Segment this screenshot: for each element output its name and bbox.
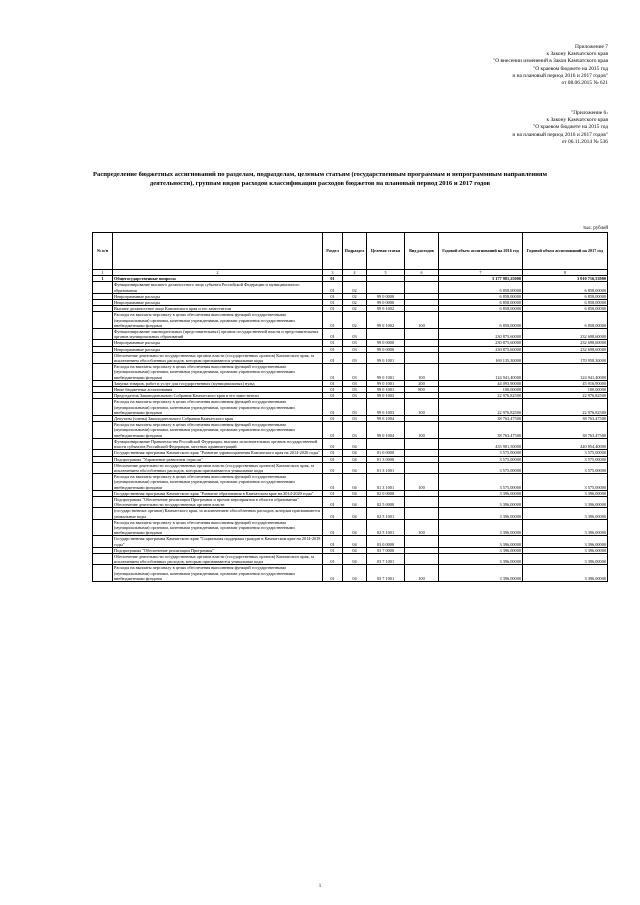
row-amount-2016: 435 981,50000 — [439, 438, 523, 449]
row-expense-type — [405, 462, 439, 473]
appendix-line: Приложение 7 — [575, 44, 608, 50]
row-section: 01 — [323, 340, 343, 346]
row-section: 01 — [323, 496, 343, 507]
row-subsection: 03 — [343, 364, 367, 381]
row-expense-type — [405, 282, 439, 293]
row-expense-type: 100 — [405, 312, 439, 329]
row-subsection: 03 — [343, 340, 367, 346]
row-number — [93, 438, 113, 449]
row-target-article: 99 0 0000 — [367, 300, 405, 306]
row-amount-2017: 6 858,00000 — [523, 282, 608, 293]
row-number — [93, 474, 113, 491]
row-section: 01 — [323, 393, 343, 399]
row-number — [93, 496, 113, 507]
row-target-article: 03 7 0000 — [367, 547, 405, 553]
row-subsection: 04 — [343, 450, 367, 456]
row-number — [93, 508, 113, 519]
table-row — [93, 536, 608, 547]
row-subsection: 03 — [343, 416, 367, 422]
row-expense-type — [405, 329, 439, 340]
row-section: 01 — [323, 399, 343, 416]
row-section: 01 — [323, 312, 343, 329]
row-amount-2016: 6 858,00000 — [439, 300, 523, 306]
table-row — [93, 422, 608, 439]
row-amount-2016: 38 763,47500 — [439, 416, 523, 422]
table-row — [93, 364, 608, 381]
row-name: Расходы на выплаты персоналу в целях обеспечения выполнения функций государственными (муниципальными) органами, казенными учреждениями, органами управления государственными внебюджетными фондами — [113, 474, 323, 491]
row-amount-2017: 3 396,00000 — [523, 536, 608, 547]
row-amount-2017: 3 396,00000 — [523, 508, 608, 519]
row-amount-2017: 124 941,40000 — [523, 364, 608, 381]
row-section: 01 — [323, 456, 343, 462]
row-target-article: 02 5 0000 — [367, 496, 405, 507]
column-header: Подраздел — [343, 233, 367, 270]
row-amount-2017: 440 854,40000 — [523, 438, 608, 449]
row-subsection: 03 — [343, 352, 367, 363]
row-subsection: 02 — [343, 300, 367, 306]
row-subsection: 02 — [343, 306, 367, 312]
row-subsection: 04 — [343, 565, 367, 582]
column-header: Вид расходов — [405, 233, 439, 270]
row-subsection: 04 — [343, 536, 367, 547]
row-amount-2016: 3 396,00000 — [439, 519, 523, 536]
row-amount-2017: 232 698,60000 — [523, 340, 608, 346]
row-amount-2017: 3 575,00000 — [523, 474, 608, 491]
row-amount-2016: 3 396,00000 — [439, 496, 523, 507]
column-header: Раздел — [323, 233, 343, 270]
row-amount-2016: 6 858,00000 — [439, 293, 523, 299]
row-amount-2017: 3 575,00000 — [523, 450, 608, 456]
row-expense-type — [405, 508, 439, 519]
appendix-superscript: 1 — [606, 111, 608, 115]
row-number — [93, 282, 113, 293]
row-amount-2017: 3 010 716,53900 — [523, 276, 608, 282]
row-number — [93, 553, 113, 564]
row-number — [93, 399, 113, 416]
row-subsection: 04 — [343, 474, 367, 491]
row-name: Общегосударственные вопросы — [113, 276, 323, 282]
row-section: 01 — [323, 293, 343, 299]
row-amount-2016: 3 396,00000 — [439, 536, 523, 547]
row-section: 01 — [323, 553, 343, 564]
row-expense-type — [405, 352, 439, 363]
row-expense-type: 200 — [405, 380, 439, 386]
row-section: 01 — [323, 352, 343, 363]
appendix-line: к Закону Камчатского края — [546, 51, 608, 58]
table-row — [93, 282, 608, 293]
row-expense-type — [405, 553, 439, 564]
column-header: Годовой объем ассигнований на 2016 год — [439, 233, 523, 270]
row-expense-type: 100 — [405, 364, 439, 381]
row-amount-2016: 6 858,00000 — [439, 282, 523, 293]
row-amount-2016: 22 976,82500 — [439, 393, 523, 399]
row-name: Функционирование законодательных (представительных) органов государственной власти и представительных органов муниципальных образований — [113, 329, 323, 340]
row-target-article: 01 3 1001 — [367, 462, 405, 473]
row-number — [93, 352, 113, 363]
row-amount-2017: 100,00000 — [523, 387, 608, 393]
row-target-article: 99 0 1004 — [367, 422, 405, 439]
appendix-line: к Закону Камчатского края — [546, 117, 608, 124]
row-amount-2016: 124 941,40000 — [439, 364, 523, 381]
row-amount-2016: 3 575,00000 — [439, 456, 523, 462]
row-target-article: 99 0 1003 — [367, 399, 405, 416]
row-number — [93, 536, 113, 547]
row-target-article: 02 5 1001 — [367, 508, 405, 519]
row-number — [93, 519, 113, 536]
appendix-header-original — [512, 110, 608, 146]
row-target-article: 99 0 1001 — [367, 387, 405, 393]
row-target-article — [367, 329, 405, 340]
row-amount-2016: 230 875,60000 — [439, 346, 523, 352]
row-target-article: 03 7 1001 — [367, 565, 405, 582]
table-row — [93, 519, 608, 536]
row-name: Закупка товаров, работ и услуг для государственных (муниципальных) нужд — [113, 380, 323, 386]
column-header: Годовой объем ассигнований на 2017 год — [523, 233, 608, 270]
row-amount-2017: 38 763,47500 — [523, 422, 608, 439]
row-amount-2017: 3 396,00000 — [523, 565, 608, 582]
row-target-article: 99 0 1001 — [367, 352, 405, 363]
row-amount-2017: 22 976,82500 — [523, 399, 608, 416]
row-name: Расходы на выплаты персоналу в целях обеспечения выполнения функций государственными (муниципальными) органами, казенными учреждениями, органами управления государственными внебюджетными фондами — [113, 364, 323, 381]
row-name: Государственная программа Камчатского края "Развитие образования в Камчатском крае на 2014-2020 годы" — [113, 490, 323, 496]
row-subsection: 04 — [343, 490, 367, 496]
row-expense-type — [405, 536, 439, 547]
appendix-line: "О краевом бюджете на 2015 год — [533, 65, 608, 72]
row-section: 01 — [323, 490, 343, 496]
row-target-article: 02 0 0000 — [367, 490, 405, 496]
column-index: 7 — [439, 270, 523, 276]
row-expense-type: 100 — [405, 519, 439, 536]
row-target-article: 03 0 0000 — [367, 536, 405, 547]
table-row — [93, 508, 608, 519]
row-target-article: 02 5 1001 — [367, 519, 405, 536]
table-row — [93, 399, 608, 416]
table-body — [93, 276, 608, 582]
appendix-line: от 08.06.2015 № 621 — [561, 80, 608, 87]
column-index: 4 — [343, 270, 367, 276]
row-target-article: 01 0 0000 — [367, 450, 405, 456]
row-subsection: 02 — [343, 282, 367, 293]
row-expense-type — [405, 496, 439, 507]
row-amount-2017: 22 976,82500 — [523, 393, 608, 399]
appendix-line: "О краевом бюджете на 2015 год — [533, 124, 608, 131]
document-title: Распределение бюджетных ассигнований по разделам, подразделам, целевым статьям (государственным программам и непрограммным направлениям деятельности), группам видов расходов классификации расходов бюджетов на плановый период 2016 и 2017 годов — [93, 171, 547, 187]
row-expense-type — [405, 438, 439, 449]
table-row — [93, 474, 608, 491]
row-subsection: 02 — [343, 293, 367, 299]
row-name: Обеспечение деятельности государственных органов власти (государственных органов) Камчатского края, за исключением обособленных расходов, которым присваиваются уникальные коды — [113, 462, 323, 473]
row-target-article — [367, 438, 405, 449]
row-subsection: 03 — [343, 380, 367, 386]
table-row — [93, 462, 608, 473]
row-amount-2017: 170 958,30000 — [523, 352, 608, 363]
row-subsection: 04 — [343, 519, 367, 536]
row-subsection: 04 — [343, 462, 367, 473]
row-section: 01 — [323, 346, 343, 352]
page-number: 1 — [318, 884, 322, 889]
appendix-line: "Приложение $6^1$ — [571, 110, 608, 116]
row-name: Непрограммные расходы — [113, 346, 323, 352]
row-number — [93, 329, 113, 340]
row-section: 01 — [323, 474, 343, 491]
row-subsection: 04 — [343, 508, 367, 519]
row-name: Функционирование высшего должностного лица субъекта Российской Федерации и муниципального образования — [113, 282, 323, 293]
table-row — [93, 496, 608, 507]
row-subsection: 02 — [343, 312, 367, 329]
row-amount-2016: 3 575,00000 — [439, 474, 523, 491]
row-amount-2016: 6 858,00000 — [439, 306, 523, 312]
table-header-row — [93, 233, 608, 270]
row-amount-2017: 232 698,60000 — [523, 346, 608, 352]
budget-table — [92, 232, 608, 582]
row-name: Расходы на выплаты персоналу в целях обеспечения выполнения функций государственными (муниципальными) органами, казенными учреждениями, органами управления государственными внебюджетными фондами — [113, 399, 323, 416]
row-subsection: 03 — [343, 393, 367, 399]
row-name: Государственная программа Камчатского края "Социальная поддержка граждан в Камчатском крае на 2014-2018 годы" — [113, 536, 323, 547]
row-name: Непрограммные расходы — [113, 300, 323, 306]
row-name: Иные бюджетные ассигнования — [113, 387, 323, 393]
appendix-line: от 06.11.2014 № 536 — [561, 138, 608, 145]
row-section: 01 — [323, 438, 343, 449]
row-amount-2016: 3 396,00000 — [439, 553, 523, 564]
column-header — [113, 233, 323, 270]
row-target-article: 99 0 1003 — [367, 393, 405, 399]
row-name: Расходы на выплаты персоналу в целях обеспечения выполнения функций государственными (муниципальными) органами, казенными учреждениями, органами управления государственными внебюджетными фондами — [113, 312, 323, 329]
row-section: 01 — [323, 536, 343, 547]
row-name: Расходы на выплаты персоналу в целях обеспечения выполнения функций государственными (муниципальными) органами, казенными учреждениями, органами управления государственными внебюджетными фондами — [113, 519, 323, 536]
appendix-line: и на плановый период 2016 и 2017 годов" — [512, 131, 608, 138]
row-amount-2017: 3 396,00000 — [523, 553, 608, 564]
row-name: Подпрограмма "Обеспечение реализации Программы и прочие мероприятия в области образования" Обеспечение деятельности государственных органов власти — [113, 496, 323, 507]
row-section: 01 — [323, 508, 343, 519]
row-target-article: 99 0 1004 — [367, 416, 405, 422]
row-subsection: 03 — [343, 346, 367, 352]
column-header: № п/п — [93, 233, 113, 270]
row-name: Непрограммные расходы — [113, 293, 323, 299]
row-name: Расходы на выплаты персоналу в целях обеспечения выполнения функций государственными (муниципальными) органами, казенными учреждениями, органами управления государственными внебюджетными фондами — [113, 565, 323, 582]
row-amount-2017: 6 858,00000 — [523, 293, 608, 299]
row-section: 01 — [323, 565, 343, 582]
column-header: Целевая статья — [367, 233, 405, 270]
table-row — [93, 565, 608, 582]
row-section: 01 — [323, 416, 343, 422]
row-amount-2017: 3 396,00000 — [523, 496, 608, 507]
row-number — [93, 312, 113, 329]
row-amount-2017: 6 858,00000 — [523, 306, 608, 312]
row-amount-2017: 232 698,60000 — [523, 329, 608, 340]
row-subsection: 04 — [343, 438, 367, 449]
row-name: Подпрограмма "Управление развитием отрасли" — [113, 456, 323, 462]
row-section: 01 — [323, 276, 343, 282]
row-expense-type: 100 — [405, 565, 439, 582]
row-section: 01 — [323, 547, 343, 553]
row-name: Непрограммные расходы — [113, 340, 323, 346]
row-amount-2017: 3 575,00000 — [523, 462, 608, 473]
row-name: Функционирование Правительства Российской Федерации, высших исполнительных органов государственной власти субъектов Российской Федерации, местных администраций — [113, 438, 323, 449]
row-section: 01 — [323, 462, 343, 473]
row-amount-2016: 230 875,60000 — [439, 329, 523, 340]
column-index: 1 — [93, 270, 113, 276]
row-target-article: 03 7 1001 — [367, 553, 405, 564]
column-index: 8 — [523, 270, 608, 276]
row-amount-2016: 100,00000 — [439, 387, 523, 393]
row-amount-2016: 3 396,00000 — [439, 490, 523, 496]
row-expense-type: 100 — [405, 474, 439, 491]
units-label: тыс. рублей — [583, 226, 608, 231]
row-amount-2017: 3 396,00000 — [523, 519, 608, 536]
table-row — [93, 553, 608, 564]
row-amount-2017: 3 575,00000 — [523, 456, 608, 462]
row-name: Подпрограмма "Обеспечение реализации Программы" — [113, 547, 323, 553]
row-section: 01 — [323, 282, 343, 293]
row-section: 01 — [323, 306, 343, 312]
table-row — [93, 438, 608, 449]
row-amount-2016: 3 396,00000 — [439, 547, 523, 553]
column-index: 2 — [113, 270, 323, 276]
row-target-article: 99 0 0000 — [367, 293, 405, 299]
row-target-article: 99 0 1001 — [367, 380, 405, 386]
row-name: Расходы на выплаты персоналу в целях обеспечения выполнения функций государственными (муниципальными) органами, казенными учреждениями, органами управления государственными внебюджетными фондами — [113, 422, 323, 439]
row-subsection: 04 — [343, 496, 367, 507]
row-number — [93, 364, 113, 381]
row-amount-2016: 3 396,00000 — [439, 508, 523, 519]
row-amount-2017: 6 858,00000 — [523, 312, 608, 329]
row-amount-2016: 3 575,00000 — [439, 462, 523, 473]
row-subsection: 04 — [343, 553, 367, 564]
row-subsection: 03 — [343, 329, 367, 340]
row-name: Государственная программа Камчатского края "Развитие здравоохранения Камчатского края на 2014-2020 годы" — [113, 450, 323, 456]
appendix-line: и на плановый период 2016 и 2017 годов" — [512, 72, 608, 79]
row-amount-2017: 45 916,90000 — [523, 380, 608, 386]
row-amount-2016: 6 858,00000 — [439, 312, 523, 329]
row-target-article: 99 0 0000 — [367, 346, 405, 352]
row-section: 01 — [323, 422, 343, 439]
table-row — [93, 312, 608, 329]
row-number — [93, 462, 113, 473]
row-target-article: 99 0 1002 — [367, 312, 405, 329]
row-subsection: 03 — [343, 387, 367, 393]
row-amount-2016: 3 575,00000 — [439, 450, 523, 456]
row-section: 01 — [323, 387, 343, 393]
row-subsection: 03 — [343, 399, 367, 416]
row-name: Депутаты (члены) Законодательного Собрания Камчатского края — [113, 416, 323, 422]
row-section: 01 — [323, 450, 343, 456]
row-subsection: 04 — [343, 547, 367, 553]
column-index: 5 — [367, 270, 405, 276]
row-amount-2016: 44 093,90000 — [439, 380, 523, 386]
row-expense-type: 800 — [405, 387, 439, 393]
appendix-line: "О внесении изменений в Закон Камчатского края — [493, 58, 608, 65]
row-amount-2017: 3 396,00000 — [523, 547, 608, 553]
row-amount-2016: 3 396,00000 — [439, 565, 523, 582]
row-number: 1 — [93, 276, 113, 282]
row-number — [93, 422, 113, 439]
row-target-article: 01 3 0000 — [367, 456, 405, 462]
row-amount-2017: 3 396,00000 — [523, 490, 608, 496]
row-amount-2016: 38 763,47500 — [439, 422, 523, 439]
row-expense-type: 100 — [405, 422, 439, 439]
row-section: 01 — [323, 329, 343, 340]
row-name: Высшее должностное лицо Камчатского края и его заместители — [113, 306, 323, 312]
row-section: 01 — [323, 364, 343, 381]
row-amount-2016: 22 976,82500 — [439, 399, 523, 416]
row-section: 01 — [323, 380, 343, 386]
row-name: (государственных органов) Камчатского края, за исключением обособленных расходов, которым присваиваются уникальные коды — [113, 508, 323, 519]
row-target-article: 01 3 1001 — [367, 474, 405, 491]
row-subsection: 04 — [343, 456, 367, 462]
row-name: Обеспечение деятельности государственных органов власти (государственных органов) Камчатского края, за исключением обособленных расходов, которым присваиваются уникальные коды — [113, 352, 323, 363]
row-section: 01 — [323, 519, 343, 536]
row-section: 01 — [323, 300, 343, 306]
row-target-article: 99 0 1001 — [367, 364, 405, 381]
row-amount-2016: 3 177 981,25000 — [439, 276, 523, 282]
row-target-article: 99 0 1002 — [367, 306, 405, 312]
appendix-header — [493, 44, 608, 87]
row-amount-2017: 6 858,00000 — [523, 300, 608, 306]
row-number — [93, 565, 113, 582]
row-expense-type: 100 — [405, 399, 439, 416]
row-target-article: 99 0 0000 — [367, 340, 405, 346]
row-amount-2016: 230 875,60000 — [439, 340, 523, 346]
row-name: Председатель Законодательного Собрания Камчатского края и его заместители — [113, 393, 323, 399]
row-target-article — [367, 282, 405, 293]
row-subsection: 03 — [343, 422, 367, 439]
table-row — [93, 329, 608, 340]
table-row — [93, 352, 608, 363]
column-index: 3 — [323, 270, 343, 276]
row-amount-2017: 38 763,47500 — [523, 416, 608, 422]
column-index: 6 — [405, 270, 439, 276]
row-amount-2016: 169 135,30000 — [439, 352, 523, 363]
row-name: Обеспечение деятельности государственных органов власти (государственных органов) Камчатского края, за исключением обособленных расходов, которым присваиваются уникальные коды — [113, 553, 323, 564]
